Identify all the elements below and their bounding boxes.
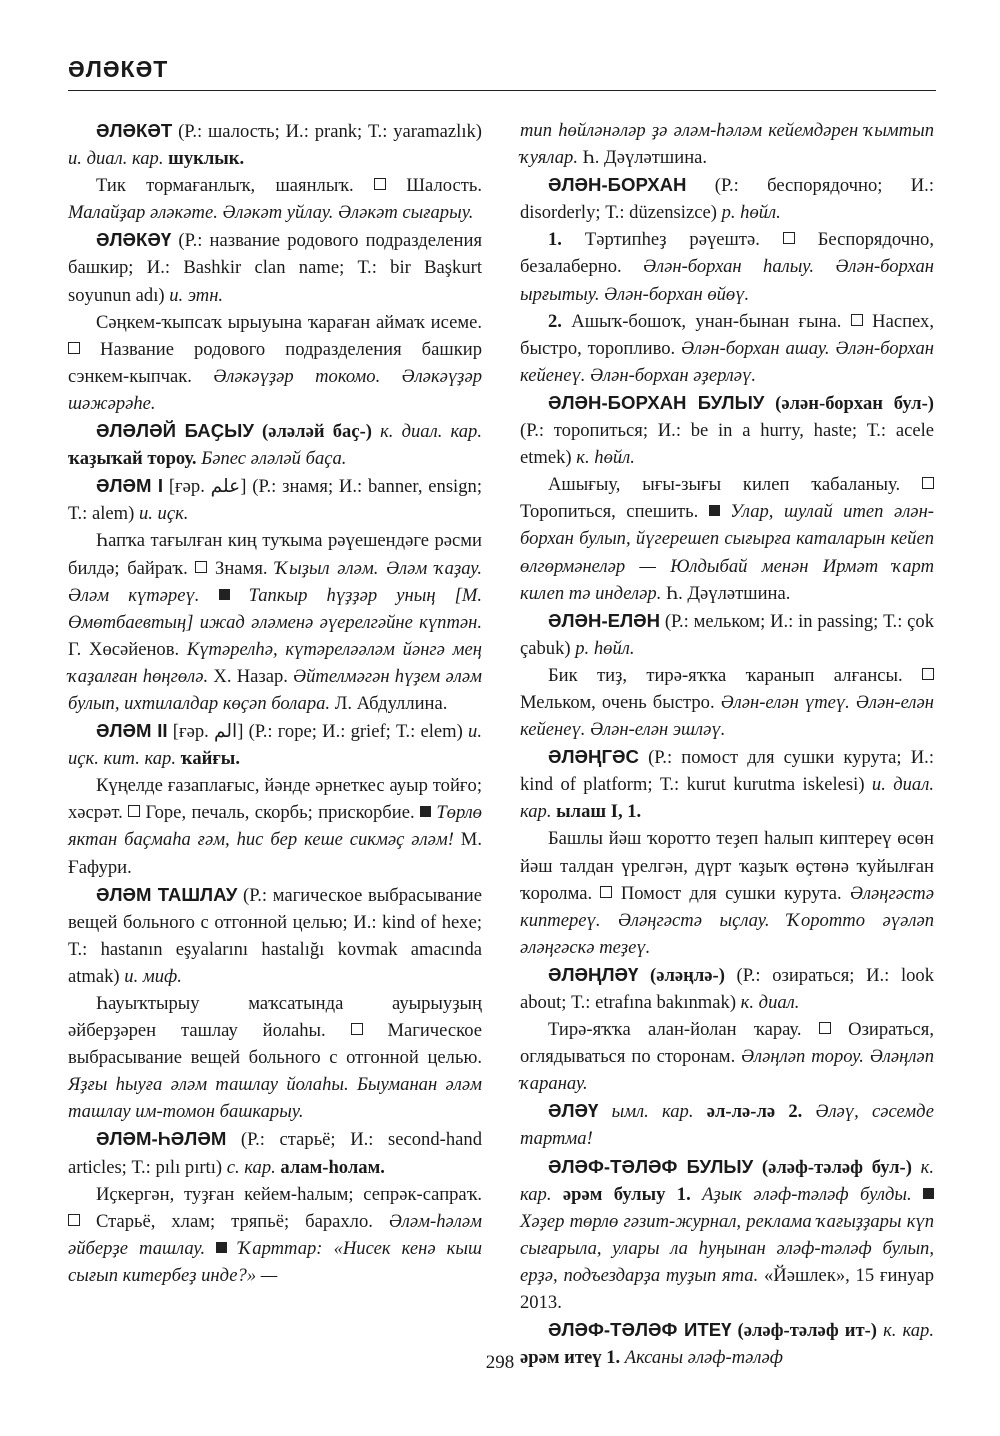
grammar-label: р. һөйл. (575, 637, 635, 659)
entry-alam-1 (68, 472, 482, 527)
russian-gloss: Помост для сушки курута. (612, 882, 851, 904)
entry-alangas (520, 743, 934, 825)
quotation-source: Һ. Дәүләтшина. (661, 582, 791, 604)
examples: Әлән-борхан ашау. Әлән-борхан кейенеү. Әлән-борхан әҙерләү. (520, 337, 934, 386)
entry-alan-borkhan-bulyu (520, 389, 934, 471)
russian-gloss: Шалость. (385, 175, 482, 197)
headword-stem: (әләңлә-) (638, 964, 725, 986)
headword: ӘЛӘН-БОРХАН БУЛЫУ (548, 391, 765, 413)
cross-reference: әрәм итеү 1. (520, 1347, 621, 1369)
arabic-script: الم (213, 721, 238, 743)
russian-gloss: Наспех, быстро, торопливо. (520, 310, 934, 359)
russian-marker-icon (851, 314, 863, 326)
examples: Бәпес әләләй баҫа. (201, 448, 347, 470)
cross-reference: ҡайғы. (180, 748, 240, 770)
definition (520, 825, 934, 960)
quotation-marker-icon (709, 505, 720, 516)
examples: Әләңгәстә киптереү. Әләңгәстә ыҫлау. Ҡоротто әүәләп әләңгәскә теҙеү. (520, 882, 934, 958)
definition-text: Һауыҡтырыу маҡсатында ауырыуҙың әйберҙәрен ташлау йолаһы. (68, 993, 482, 1042)
russian-gloss: Беспорядочно, безалаберно. (520, 229, 934, 278)
quotation: Күтәрелһә, күтәреләәләм йәнгә мең ҡаҙалған һөңгөлә. (68, 638, 482, 687)
etymology-open: [ғәр. (167, 721, 214, 743)
headword: ӘЛӘЛӘЙ БАҪЫУ (96, 420, 254, 442)
definition (68, 527, 482, 717)
russian-marker-icon (128, 805, 140, 817)
cross-reference: әрәм булыу 1. (562, 1183, 691, 1205)
russian-gloss: Старьё, хлам; тряпьё; барахло. (80, 1210, 389, 1232)
examples: Яҙғы һыуға әләм ташлау йолаһы. Быуманан әләм ташлау им-томон башкарыу. (68, 1074, 482, 1123)
entry-translations: (Р.: беспорядочно; И.: disorderly; Т.: düzensizce) (520, 175, 934, 224)
quotation-source: Г. Хөсәйенов. (68, 638, 187, 660)
russian-gloss: Магическое выбрасывание вещей больного с отгонной целью. (68, 1020, 482, 1069)
russian-gloss: Мельком, очень быстро. (520, 691, 721, 713)
headword: ӘЛӘКӘТ (96, 120, 173, 141)
definition-text: Тик тормағанлыҡ, шаянлыҡ. (96, 175, 354, 197)
quotation-marker-icon (420, 806, 431, 817)
grammar-label: к. диал. кар. (380, 421, 482, 443)
entry-alakat (68, 117, 482, 172)
russian-marker-icon (374, 178, 386, 190)
entry-alam-2 (68, 717, 482, 772)
headword: ӘЛӘҢГӘС (548, 746, 639, 768)
definition (520, 471, 934, 606)
entry-alau (520, 1097, 934, 1152)
grammar-label: и. диал. кар. (68, 148, 164, 170)
sense-number: 1. (548, 229, 562, 251)
etymology-open: [ғәр. (163, 476, 211, 498)
headword: ӘЛӘКӘҮ (96, 229, 172, 251)
headword: ӘЛӘФ-ТӘЛӘФ ИТЕҮ (548, 1319, 732, 1341)
russian-marker-icon (922, 668, 934, 680)
entry-translations: (Р.: помост для сушки курута; И.: kind of platform; Т.: kurut kurutma iskelesi) (520, 747, 934, 796)
examples: Малайҙар әләкәте. Әләкәт уйлау. Әләкәт сығарыу. (68, 202, 474, 224)
examples: Ҡыҙыл әләм. Әләм ҡаҙау. Әләм күтәреү. (68, 557, 482, 606)
cross-reference: ҡаҙыҡай тороу. (68, 448, 197, 470)
grammar-label: к. кар. (877, 1320, 935, 1342)
quotation: Ҡарттар: «Нисек кенә кыш сығып китербеҙ инде?» — (68, 1237, 483, 1286)
definition-text: Башлы йәш ҡоротто теҙеп һалып киптереү өсөн йәш талдан үрелгән, дүрт ҡаҙыҡ өҫтөнә ҡуйылған ҡоролма. (520, 828, 934, 904)
definition-sense-2 (520, 308, 934, 389)
right-column (520, 117, 934, 1371)
headword: ӘЛӘҮ (548, 1100, 599, 1122)
grammar-label: к. диал. (740, 992, 800, 1013)
header-rule (68, 90, 936, 91)
entry-translations: (Р.: шалость; И.: prank; Т.: yaramazlık) (172, 121, 482, 142)
headword: ӘЛӘҢЛӘҮ (548, 963, 639, 985)
headword: ӘЛӘФ-ТӘЛӘФ БУЛЫУ (548, 1155, 754, 1177)
entry-alakau (68, 226, 482, 308)
entry-alaf-talaf-bulyu (520, 1153, 934, 1317)
russian-gloss: Знамя. (207, 557, 276, 579)
quotation: Әйтелмәгән һүҙем әләм булып, ихтилалдар көҫәп болара. (68, 665, 483, 714)
arabic-script: علم (210, 476, 241, 498)
definition-sense-1 (520, 226, 934, 307)
entry-translations: ] (Р.: горе; И.: grief; Т.: elem) (237, 721, 469, 743)
examples: Аҙык әләф-тәләф булды. (690, 1183, 912, 1205)
russian-marker-icon (819, 1022, 831, 1034)
russian-marker-icon (783, 232, 795, 244)
headword-stem: (әләф-тәләф бул-) (753, 1156, 912, 1178)
definition-text: Һапҡа тағылған киң туҡыма рәүешендәге рәсми билдә; байраҡ. (68, 530, 482, 579)
quotation-marker-icon (216, 1242, 227, 1253)
entry-alam-halam (68, 1125, 482, 1180)
quotation-source: М. Ғафури. (68, 829, 482, 878)
grammar-label: к. кар. (520, 1156, 934, 1205)
headword-stem: (әләф-тәләф ит-) (731, 1320, 877, 1342)
definition-text: Тәртипһеҙ рәүештә. (561, 229, 760, 251)
page-number: 298 (485, 1352, 515, 1373)
examples: Әләкәүҙәр токомо. Әләкәүҙәр шәжәрәһе. (68, 365, 482, 414)
headword: ӘЛӘМ II (96, 720, 168, 742)
definition (520, 662, 934, 743)
entry-alam-tashlau (68, 881, 482, 990)
russian-marker-icon (68, 342, 80, 354)
headword: ӘЛӘН-БОРХАН (548, 174, 687, 196)
quotation: тип һөйләнәләр ҙә әләм-һәләм кейемдәрен ҡымтып ҡуялар. (520, 120, 934, 169)
entry-alalai-basyu (68, 417, 482, 472)
definition (68, 772, 482, 880)
definition-text: Бик тиҙ, тирә-яҡҡа ҡаранып алғансы. (548, 664, 903, 686)
quotation: Тапкыр һүҙҙәр уның [М. Өмөтбаевтың] ижад әләменә әүерелгәйне күптән. (68, 584, 483, 633)
sense-number: 2. (548, 310, 562, 332)
cross-reference: әл-лә-лә 2. (706, 1101, 803, 1123)
entry-translations: (Р.: магическое выбрасывание вещей больного с отгонной целью; И.: kind of hexe; Т.: hastanın eşyalarını hastalığı kovmak amacında atmak) (68, 884, 482, 987)
definition (68, 172, 482, 226)
russian-marker-icon (68, 1214, 80, 1226)
quotation-marker-icon (219, 589, 230, 600)
quotation-source: Л. Абдуллина. (330, 692, 448, 714)
definition (68, 309, 482, 417)
quotation-source: Һ. Дәүләтшина. (578, 147, 708, 169)
definition-text: Иҫкергән, туҙған кейем-һалым; сепрәк-сапраҡ. (96, 1183, 482, 1205)
cross-reference: шуклык. (168, 148, 245, 170)
cross-reference: алам-һолам. (280, 1156, 385, 1178)
examples: Әлән-борхан һалыу. Әлән-борхан ырғытыу. Әлән-борхан өйөү. (520, 256, 934, 305)
definition (68, 1181, 482, 1289)
examples: Әләңләп тороу. Әләңләп ҡаранау. (520, 1046, 934, 1095)
entry-alanlau (520, 961, 934, 1016)
examples: Әләү, сәсемде тартма! (520, 1101, 935, 1150)
headword-stem: (әлән-борхан бул-) (764, 392, 935, 414)
examples: Әлән-елән үтеү. Әлән-елән кейенеү. Әлән-елән эшләү. (520, 691, 934, 741)
russian-gloss: Название родового подразделения башкир сэнкем-кыпчак. (68, 338, 482, 387)
headword: ӘЛӘМ I (96, 475, 164, 497)
entry-translations: (Р.: старьё; И.: second-hand articles; Т.: pılı pırtı) (68, 1129, 482, 1178)
quotation: Улар, шулай итеп әлән-борхан булып, йүгерешеп сығырға каталарын кейеп өлгөрмәнеләр — Юлдыбай менән Ирмәт ҡарт килеп тә инделәр. (520, 501, 934, 604)
examples: Аксаны әләф-тәләф (620, 1347, 783, 1369)
grammar-label: ымл. кар. (598, 1101, 707, 1123)
grammar-label: и. этн. (169, 284, 224, 306)
grammar-label: и. иҫк. (138, 503, 189, 525)
headword: ӘЛӘН-ЕЛӘН (548, 609, 661, 631)
entry-alan-elan (520, 607, 934, 662)
entry-translations: (Р.: торопиться; И.: be in a hurry, haste; Т.: acele etmek) (520, 420, 934, 469)
quotation-marker-icon (923, 1188, 934, 1199)
quotation: Хәҙер төрлө гәзит-журнал, реклама ҡағыҙҙары күп сығарыла, улары ла һуңынан әләф-тәләф булып, ерҙә, подъездарҙа туҙып ята. (520, 1210, 934, 1286)
definition-text: Сәңкем-ҡыпсаҡ ырыуына ҡараған аймаҡ исеме. (96, 311, 482, 333)
russian-gloss: Торопиться, спешить. (520, 501, 709, 523)
headword: ӘЛӘМ-ҺӘЛӘМ (96, 1128, 227, 1150)
russian-marker-icon (351, 1023, 363, 1035)
headword: ӘЛӘМ ТАШЛАУ (96, 883, 238, 905)
entry-translations: ] (Р.: знамя; И.: banner, ensign; Т.: alem) (68, 476, 482, 525)
russian-marker-icon (600, 886, 612, 898)
russian-marker-icon (922, 477, 934, 489)
quotation: Төрлө яктан баҫмаһа ғәм, һис бер кеше сикмәҫ әләм! (68, 802, 482, 851)
quotation-source: «Йәшлек», 15 ғинуар 2013. (520, 1264, 934, 1314)
examples: Әләм-һәләм әйберҙе ташлау. (68, 1210, 482, 1259)
left-column (68, 117, 482, 1289)
entry-translations: (Р.: название родового подразделения башкир; И.: Bashkir clan name; Т.: bir Başkurt soyunun adı) (68, 230, 482, 306)
definition (520, 1016, 934, 1097)
headword-stem: (әләләй баҫ-) (253, 421, 381, 443)
definition-text: Ашыҡ-бошоҡ, унан-бынан ғына. (561, 310, 842, 332)
quotation-continuation (520, 117, 934, 171)
entry-translations: (Р.: озираться; И.: look about; Т.: etrafına bakınmak) (520, 964, 934, 1013)
quotation-source: Х. Назар. (208, 665, 294, 687)
grammar-label: и. диал. кар. (520, 774, 934, 823)
grammar-label: с. кар. (226, 1156, 276, 1178)
definition-text: Күңелде ғазаплағыс, йәнде әрнеткес ауыр тойғо; хәсрәт. (68, 775, 482, 824)
running-head: ӘЛӘКӘТ (68, 56, 169, 82)
definition-text: Тирә-яҡҡа алан-йолан ҡарау. (548, 1019, 802, 1041)
cross-reference: ылаш I, 1. (556, 801, 642, 823)
grammar-label: и. иҫк. кит. кар. (68, 721, 482, 770)
russian-gloss: Озираться, оглядываться по сторонам. (520, 1019, 934, 1068)
grammar-label: р. һөйл. (721, 202, 781, 224)
russian-marker-icon (195, 561, 207, 573)
russian-gloss: Горе, печаль, скорбь; прискорбие. (140, 802, 420, 824)
definition (68, 990, 482, 1125)
entry-translations: (Р.: мельком; И.: in passing; Т.: çok çabuk) (520, 610, 934, 659)
grammar-label: к. һөйл. (576, 447, 635, 469)
grammar-label: и. миф. (124, 965, 182, 987)
definition-text: Ашығыу, ығы-зығы килеп ҡабаланыу. (548, 474, 901, 496)
entry-alan-borkhan (520, 171, 934, 226)
